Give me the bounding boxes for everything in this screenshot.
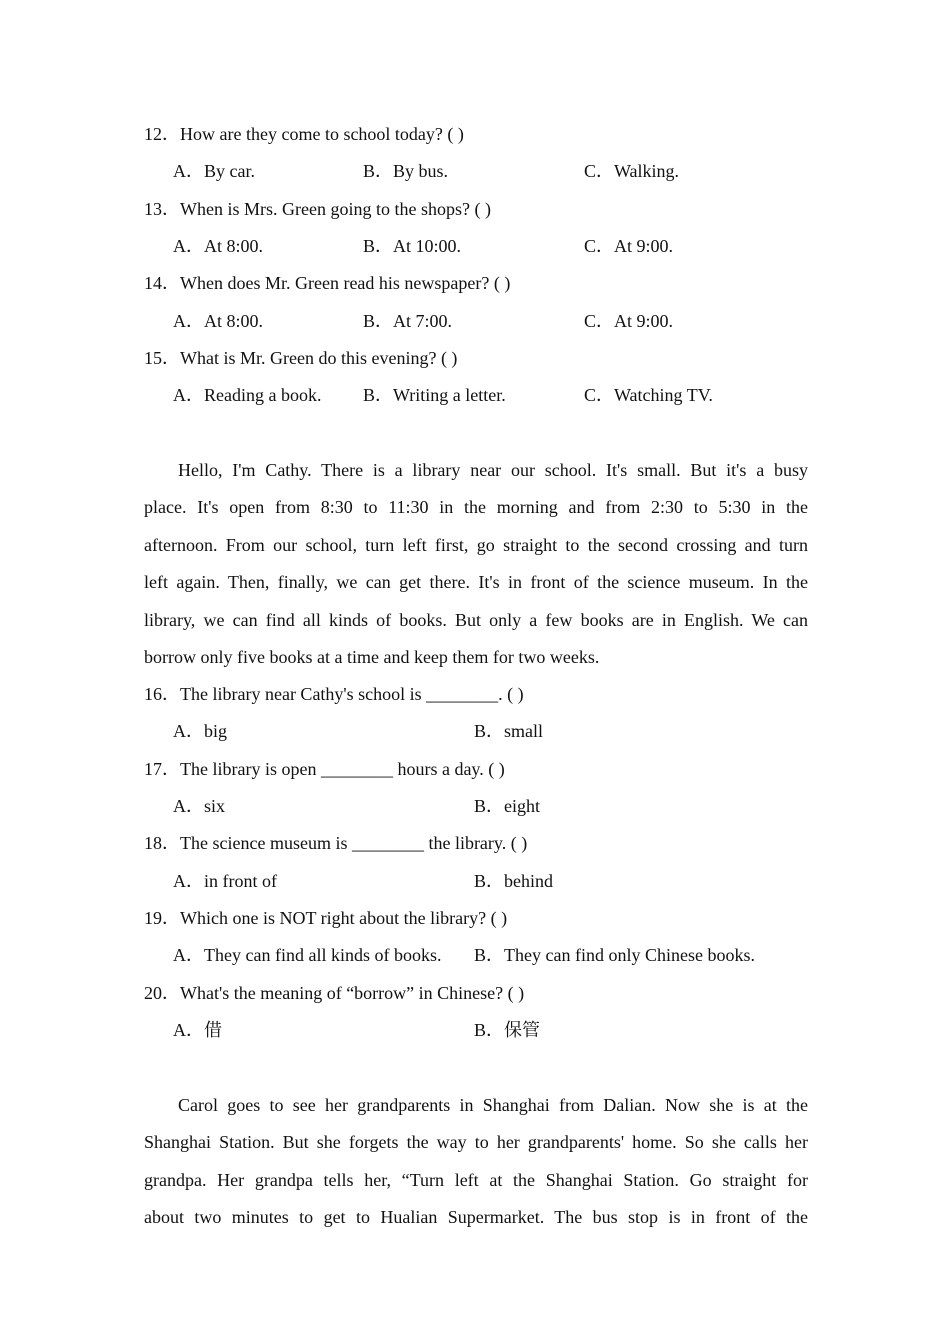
passage-line: Carol goes to see her grandparents in Shanghai from Dalian. Now she is at the	[178, 1095, 808, 1115]
option-12-c: C．Walking.	[584, 161, 680, 181]
option-15-c: C．Watching TV.	[584, 385, 713, 405]
option-14-b: B．At 7:00.	[363, 311, 453, 331]
passage-line: grandpa. Her grandpa tells her, “Turn left at the Shanghai Station. Go straight for	[144, 1169, 808, 1190]
passage-line: Shanghai Station. But she forgets the way to her grandparents' home. So she calls her	[144, 1132, 808, 1153]
option-18-a: A．in front of	[173, 871, 277, 891]
option-20-a: A．借	[173, 1020, 222, 1040]
passage-line: Hello, I'm Cathy. There is a library near our school. It's small. But it's a busy	[178, 460, 808, 480]
reading-passage-library	[144, 457, 808, 681]
option-17-a: A．six	[173, 796, 226, 816]
passage-line: left again. Then, finally, we can get there. It's in front of the science museum. In the	[144, 572, 808, 593]
option-20-b: B．保管	[474, 1020, 541, 1040]
option-13-a: A．At 8:00.	[173, 236, 263, 256]
question-15-text: 15．What is Mr. Green do this evening? ( )	[144, 348, 458, 368]
option-17-b: B．eight	[474, 796, 540, 816]
question-16-text: 16．The library near Cathy's school is ________. ( )	[144, 684, 524, 704]
passage-line: library, we can find all kinds of books. But only a few books are in English. We can	[144, 609, 808, 630]
option-14-a: A．At 8:00.	[173, 311, 263, 331]
option-13-c: C．At 9:00.	[584, 236, 674, 256]
question-18-text: 18．The science museum is ________ the library. ( )	[144, 833, 528, 853]
option-13-b: B．At 10:00.	[363, 236, 462, 256]
option-18-b: B．behind	[474, 871, 553, 891]
option-12-a: A．By car.	[173, 161, 255, 181]
option-12-b: B．By bus.	[363, 161, 449, 181]
option-14-c: C．At 9:00.	[584, 311, 674, 331]
question-13-text: 13．When is Mrs. Green going to the shops? ( )	[144, 199, 491, 219]
passage-line: place. It's open from 8:30 to 11:30 in the morning and from 2:30 to 5:30 in the	[144, 497, 808, 518]
question-20-text: 20．What's the meaning of “borrow” in Chinese? ( )	[144, 983, 525, 1003]
question-12-text: 12．How are they come to school today? ( )	[144, 124, 464, 144]
question-17-text: 17．The library is open ________ hours a day. ( )	[144, 759, 505, 779]
passage-line: about two minutes to get to Hualian Supermarket. The bus stop is in front of the	[144, 1207, 808, 1228]
question-19-text: 19．Which one is NOT right about the library? ( )	[144, 908, 508, 928]
option-15-a: A．Reading a book.	[173, 385, 322, 405]
option-16-a: A．big	[173, 721, 227, 741]
option-15-b: B．Writing a letter.	[363, 385, 506, 405]
passage-line: borrow only five books at a time and keep them for two weeks.	[144, 646, 600, 667]
option-16-b: B．small	[474, 721, 544, 741]
reading-passage-carol	[144, 1092, 808, 1242]
passage-line: afternoon. From our school, turn left first, go straight to the second crossing and turn	[144, 534, 808, 555]
option-19-a: A．They can find all kinds of books.	[173, 945, 442, 965]
option-19-b: B．They can find only Chinese books.	[474, 945, 755, 965]
question-14-text: 14．When does Mr. Green read his newspaper? ( )	[144, 273, 511, 293]
